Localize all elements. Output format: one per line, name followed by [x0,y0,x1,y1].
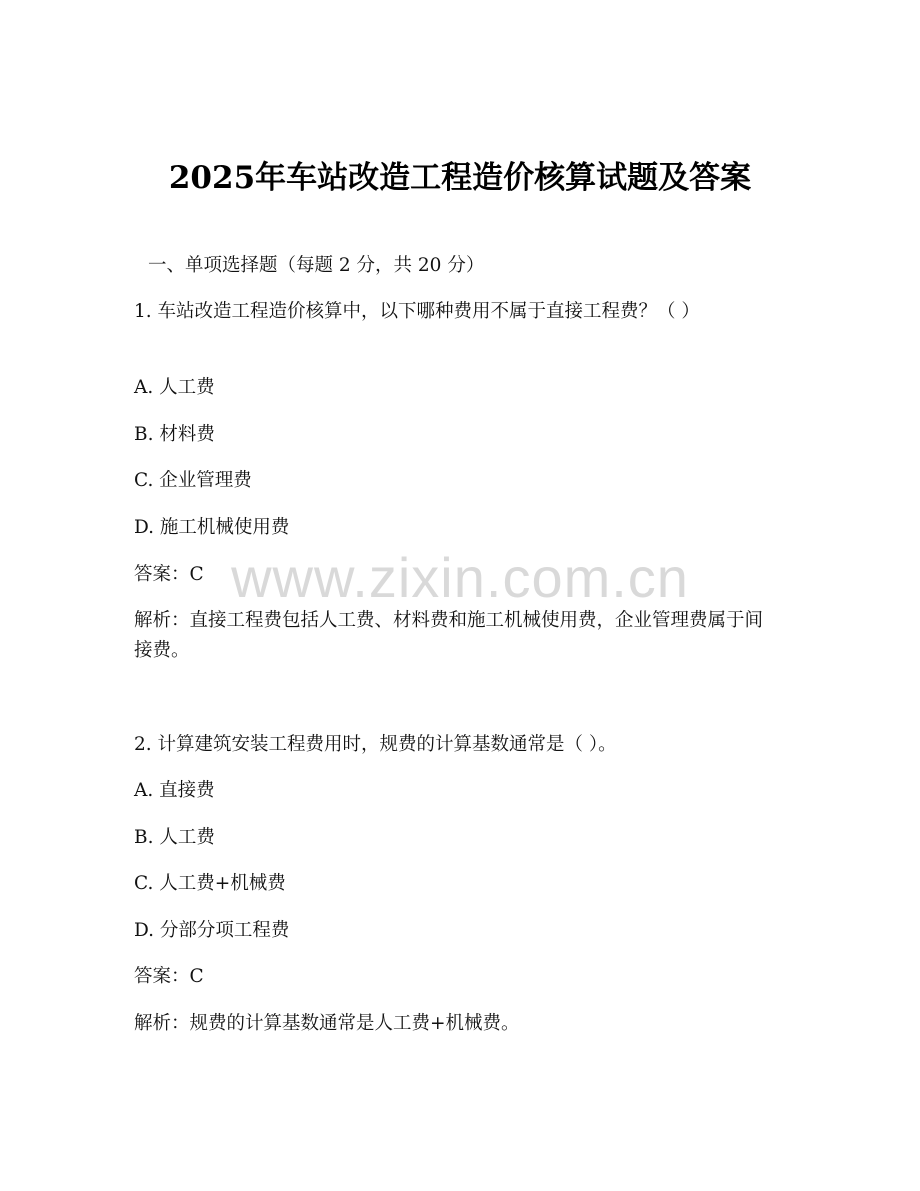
document-title: 2025年车站改造工程造价核算试题及答案 [168,160,752,196]
question-2-answer: 答案：C [134,966,204,987]
watermark: www.zixin.com.cn [231,546,689,609]
question-2-stem: 2. 计算建筑安装工程费用时，规费的计算基数通常是（ ）。 [134,734,617,755]
question-1-option-d: D. 施工机械使用费 [134,517,290,538]
question-2-option-c: C. 人工费+机械费 [134,873,286,894]
question-2-option-a: A. 直接费 [134,780,215,801]
question-1-option-a: A. 人工费 [134,377,215,398]
question-2-option-d: D. 分部分项工程费 [134,920,290,941]
question-2-option-b: B. 人工费 [134,827,215,848]
question-1-option-c: C. 企业管理费 [134,470,252,491]
question-1-stem: 1. 车站改造工程造价核算中，以下哪种费用不属于直接工程费？（ ） [134,301,700,322]
question-1-answer: 答案：C [134,564,204,585]
section-heading: 一、单项选择题（每题 2 分，共 20 分） [148,255,485,276]
question-1-option-b: B. 材料费 [134,424,215,445]
question-1-analysis: 解析：直接工程费包括人工费、材料费和施工机械使用费，企业管理费属于间接费。 [134,610,764,661]
question-2-analysis: 解析：规费的计算基数通常是人工费+机械费。 [134,1013,520,1034]
